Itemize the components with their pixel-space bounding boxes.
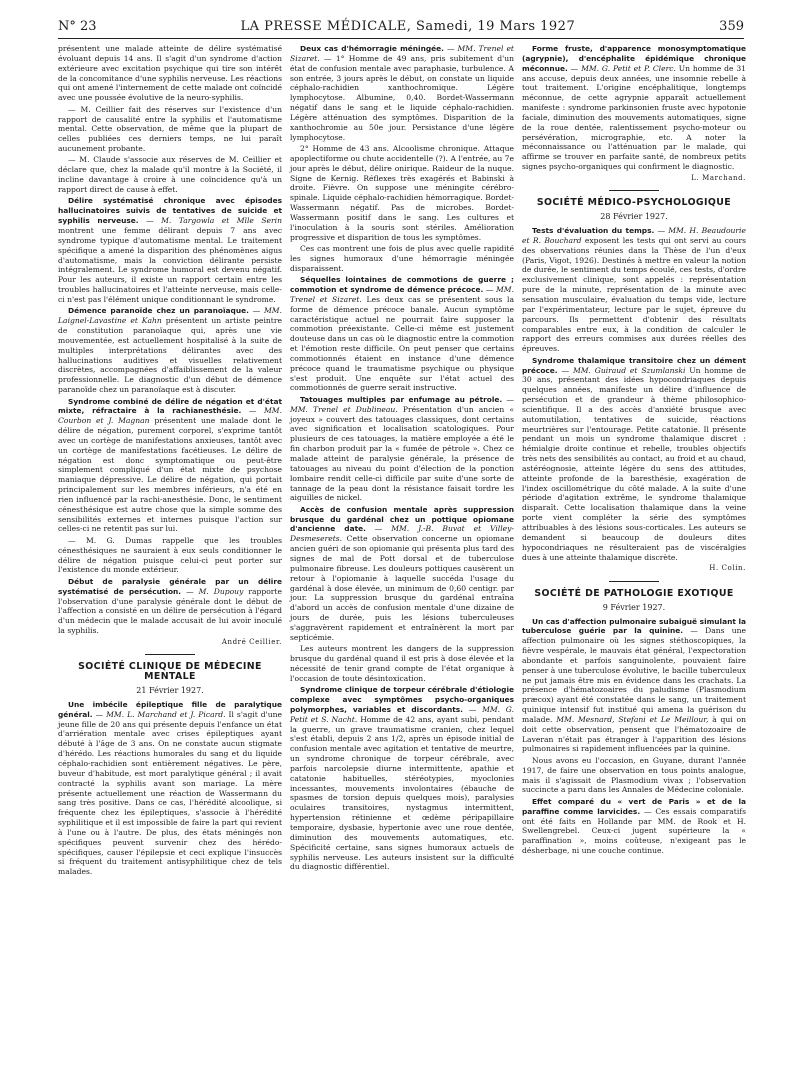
communication-text: Les deux cas se présentent sous la forme de démence précoce banale. Aucun symptôme caractéristique actuel ne pourrait faire supposer la commotion préexistante. Celle-ci même est justement douteuse dans un cas où le diagnostic entre la commotion et l'émotion reste difficile. On peut penser que certains commotionnés étaient en instance d'une démence précoce quand le traumatisme psychique ou physique s'est produit. Une enquête sur l'état actuel des commotionnés de guerre serait instructive. (290, 294, 515, 393)
communication-text: Un homme de 31 ans accuse, depuis deux années, une insomnie rebelle à tout traitement. L'origine encéphalitique, longtemps méconnue, de cette agrypnie apparaît actuellement manifeste : syndrome parkinsonien fruste avec hypotonie faciale, diminution des mouvements automatiques, signe de la roue dentée, ralentissement psycho-moteur ou persévération, micrographie, etc. A noter la méconnaissance ou l'atténuation par le malade, qui affirme se trouver en parfaite santé, de nombreux petits signes psycho-organiques qui confirment le diagnostic. (522, 63, 746, 172)
communication-text: exposent les tests qui ont servi au cours des observations réunies dans la Thèse de l'un d'eux (Paris, Vigot, 1926). Destinés à mettre en valeur la notion de durée, le sentiment du temps écoulé, ces tests, d'ordre exclusivement clinique, sont appelés : représentation pure de la minute, représentation de la minute avec sensation musculaire, évaluation du temps vide, lecture par l'expérimentateur, lecture par le sujet, épreuve du parcours. Ils permettent d'obtenir des résultats comparables entre eux, à la condition de calculer le rapport des erreurs commises aux durées réelles des épreuves. (522, 235, 746, 354)
communication-text: à qui on doit cette observation, pensent que l'hématozoaire de Laveran n'était pas étranger à l'apparition des lésions pulmonaires si rapidement influencées par la quinine. (522, 714, 746, 754)
communication-authors: MM. Mesnard, Stefani et Le Meillour, (556, 714, 709, 724)
communication (522, 44, 746, 172)
column-1 (58, 44, 282, 879)
communication (522, 226, 746, 354)
communication-authors: — MM. G. Petit et P. Clerc. (570, 63, 676, 73)
communication-title: Syndrome clinique de torpeur cérébrale d'étiologie complexe avec symptômes psycho-organiques polymorphes, variables et discordants. (290, 685, 514, 714)
section-divider (609, 581, 659, 582)
journal-title: LA PRESSE MÉDICALE, Samedi, 19 Mars 1927 (240, 19, 576, 34)
communication (290, 275, 514, 393)
communication-text: Homme de 42 ans, ayant subi, pendant la guerre, un grave traumatisme cranien, chez lequel s'est établi, depuis 2 ans 1/2, après un épisode initial de confusion mentale avec agitation et tentative de meurtre, un syndrome chronique de torpeur cérébrale, avec parfois narcolepsie diurne intermittente, apathie et catatonie habituelles, stéréotypies, myoclonies incessantes, mouvements involontaires (ébauche de spasmes de torsion depuis quelques mois), paralysies oculaires transitoires, nystagmus intermittent, hypertension rétinienne et œdème péripapillaire temporaire, dysbasie, hypertonie avec une roue dentée, diminution des mouvements automatiques, etc. Spécificité certaine, sans signes humoraux actuels de syphilis nerveuse. Les auteurs insistent sur la difficulté du diagnostic différentiel. (290, 714, 514, 872)
section-title: SOCIÉTÉ CLINIQUE DE MÉDECINE MENTALE (78, 661, 262, 683)
section-divider (145, 654, 195, 655)
communication (290, 395, 514, 503)
communication (290, 685, 514, 872)
communication (58, 700, 282, 877)
communication-title: Séquelles lointaines de commotions de guerre ; commotion et syndrome de démence précoce. (290, 275, 514, 295)
communication-title: Tatouages multiples par enfumage au pétrole. (300, 394, 503, 404)
communication-title: Un cas d'affection pulmonaire subaiguë simulant la tuberculose guérie par la quinine. (522, 616, 746, 636)
communication-text: — Ces essais comparatifs ont été faits en Hollande par MM. de Rook et H. Swellengrebel. Ceux-ci jugent supérieure la « paraffination », moins coûteuse, n'exigeant pas le désherbage, ni une couche continue. (522, 806, 746, 856)
communication (522, 617, 746, 755)
communication-authors: — MM. G. Petit et S. Nacht. (290, 704, 514, 724)
communication-title: Syndrome combiné de délire de négation et d'état mixte, réfractaire à la rachianesthésie. (58, 396, 282, 416)
communication-authors: — MM. H. Beaudourie et R. Bouchard (522, 226, 746, 245)
communication (58, 397, 282, 535)
communication-authors: — M. Dupouy (186, 586, 244, 596)
communication-text: rapporte l'observation d'une paralysie générale dont le début de l'affection a consisté en un délire de persécution à l'égard d'un médecin que le malade accusait de lui avoir inoculé la syphilis. (58, 586, 282, 636)
paragraph: — M. Claude s'associe aux réserves de M. Ceillier et déclare que, chez la malade qu'il montre à la Société, il incline davantage à croire à une coïncidence qu'à un rapport direct de cause à effet. (58, 155, 282, 194)
header-rule (58, 38, 744, 39)
communication-authors: — MM. Trenel et Sizaret. (290, 44, 514, 63)
communication-text: Présentation d'un ancien « joyeux » couvert des tatouages classiques, dont certains avec signification et localisation scatologiques. Pour plusieurs de ces tatouages, la matière employée a été le fin charbon produit par la « fumée de pétrole ». Chez ce malade atteint de paralysie générale, la présence de tatouages au niveau du point d'élection de la ponction lombaire rendit celle-ci difficile par suite d'une sorte de tannage de la peau dont la résistance faisait tordre les aiguilles de nickel. (290, 404, 515, 503)
section-date: 21 Février 1927. (136, 686, 204, 696)
communication (58, 196, 282, 304)
communication-text: montrent une femme délirant depuis 7 ans avec syndrome typique d'automatisme mental. Le traitement spécifique a amené la disparition des phénomènes aigus d'automatisme, mais la conviction délirante persiste intégralement. Le syndrome humoral est devenu négatif. Pour les auteurs, il existe un rapport certain entre les troubles hallucinatoires et l'atteinte nerveuse, mais celle-ci n'est pas l'élément unique conditionnant le syndrome. (58, 225, 282, 304)
column-2 (290, 44, 514, 874)
communication (522, 356, 746, 563)
page-header (58, 12, 744, 34)
section-title: SOCIÉTÉ MÉDICO-PSYCHOLOGIQUE (536, 197, 732, 209)
communication-title: Délire systématisé chronique avec épisodes hallucinatoires suivis de tentatives de suicide et syphilis nerveuse. (58, 196, 282, 226)
communication-authors: — MM. Trenel et Dublineau. (290, 394, 514, 414)
communication-text: — 1° Homme de 49 ans, pris subitement d'un état de confusion mentale avec paraphasie, turbulence. A son entrée, 3 jours après le début, on constate un liquide céphalo-rachidien xanthochromique. Légère lymphocytose. Albumine, 0,40. Bordet-Wassermann négatif dans le sang et le liquide céphalo-rachidien. Légère atténuation des symptômes. Disparition de la xanthochromie au 50e jour. Persistance d'une légère lymphocytose. (290, 53, 514, 142)
paragraph: 2° Homme de 43 ans. Alcoolisme chronique. Attaque apoplectiforme ou chute accidentelle (?). A l'entrée, au 7e jour après le début, délire onirique. Raideur de la nuque. Signe de Kernig. Réflexes très exagérés et Babinski à droite. Fièvre. On suppose une méningite cérébro-spinale. Liquide céphalo-rachidien hémorragique. Bordet-Wassermann négatif. Pas de microbes. Bordet-Wassermann positif dans le sang. Les cultures et l'inoculation à la souris sont stériles. Amélioration progressive et disparition de tous les symptômes. (290, 144, 514, 242)
communication-text: présentent une malade dont le délire de négation, purement corporel, s'exprime tantôt avec un cortège de manifestations anxieuses, tantôt avec un cortège de manifestations facétieuses. Le délire de négation est donc symptomatique ou peut-être simplement compliqué d'un état mixte de psychose maniaque dépressive. Le délire de négation, qui portait principalement sur les membres inférieurs, n'a été en rien influencé par la rachi-anesthésie. Donc, le sentiment cénesthésique est autre chose que la simple somme des sensibilités externes et internes puisque l'action sur celles-ci ne retentit pas sur lui. (58, 416, 282, 534)
communication-title: Tests d'évaluation du temps. (532, 226, 655, 236)
paragraph: Les auteurs montrent les dangers de la suppression brusque du gardénal quand il est pris à dose élevée et la nécessité de tenir grand compte de l'état organique à l'occasion de toute désintoxication. (290, 644, 514, 683)
section-date: 28 Février 1927. (600, 212, 668, 222)
communication-authors: — M. Targowla et Mlle Serin (146, 216, 282, 226)
communication (290, 505, 514, 643)
paragraph: — M. Ceillier fait des réserves sur l'existence d'un rapport de causalité entre la syphilis et l'automatisme mental. Cette observation, de même que la plupart de celles publiées ces derniers temps, ne lui paraît aucunement probante. (58, 104, 282, 154)
communication-text: présentent un artiste peintre de constitution paranoïaque qui, après une vie mouvementée, est actuellement hospitalisé à la suite de multiples interprétations délirantes avec des hallucinations auditives et visuelles relativement discrètes, accompagnées d'affaiblissement de la valeur professionnelle. Le diagnostic d'un début de démence paranoïde chez un paranoïaque est à discuter. (58, 316, 282, 395)
communication-text: Cette observation concerne un opiomane ancien guéri de son opiomanie qui présenta plus tard des signes de mal de Pott dorsal et de tuberculose pulmonaire fibreuse. Les douleurs pottiques causèrent un retour à l'opiomanie à laquelle succéda l'usage du gardénal à dose élevée, un minimum de 0,60 centigr. par jour. La suppression brusque du gardénal entraîna d'abord un accès de confusion mentale d'une dizaine de jours de durée, puis les lésions tuberculeuses s'aggravèrent rapidement et entraînèrent la mort par septicémie. (290, 534, 514, 642)
communication-title: Accès de confusion mentale après suppression brusque du gardénal chez un pottique opiomane d'ancienne date. (290, 504, 514, 534)
communication-title: Deux cas d'hémorragie méningée. (300, 44, 444, 53)
communication-authors: — MM. J.-B. Buvat et Villey-Desmeserets. (290, 524, 514, 544)
communication-authors: — MM. Guiraud et Szumlanski (561, 365, 686, 375)
signature: André Ceillier. (221, 637, 282, 646)
communication-text: Il s'agit d'une jeune fille de 20 ans qui présente depuis l'enfance un état d'arriération mentale avec crises épileptiques ayant débuté à l'âge de 3 ans. On ne constate aucun stigmate d'hérédo. Les réactions humorales du sang et du liquide céphalo-rachidien sont entièrement négatives. Le père, buveur d'habitude, est mort paralytique général ; il avait contracté la syphilis avant son mariage. La mère présente actuellement une réaction de Wassermann du sang très positive. Dans ce cas, l'hérédité alcoolique, si fréquente chez les épileptiques, s'associe à l'hérédité syphilitique et il est impossible de faire la part qui revient à l'une ou à l'autre. De plus, des états méningés non spécifiques peuvent survenir chez des hérédo-spécifiques, causer l'épilepsie et ceci explique l'insuccès si fréquent du traitement antisyphilitique chez de tels malades. (58, 709, 282, 877)
communication (290, 44, 514, 142)
communication-text: — Dans une affection pulmonaire où les signes stéthoscopiques, la fièvre vespérale, le mauvais état général, l'expectoration abondante et parfois sanguinolente, pouvaient faire penser à une tuberculose évolutive, le bacille tuberculeux ne put jamais être mis en évidence dans les crachats. La présence d'hématozoaires du paludisme (Plasmodium præcox) ayant été constatée dans le sang, un traitement quinique intensif fut institué qui amena la guérison du malade. (522, 626, 746, 724)
communication-authors: — MM. L. Marchand et J. Picard. (95, 709, 226, 719)
paragraph: Ces cas montrent une fois de plus avec quelle rapidité les signes humoraux d'une hémorragie méningée disparaissent. (290, 244, 514, 273)
page-number: 359 (719, 19, 744, 34)
issue-number: N° 23 (58, 19, 97, 34)
communication-authors: — MM. Courbon et J. Magnan (58, 406, 282, 426)
paragraph: Nous avons eu l'occasion, en Guyane, durant l'année 1917, de faire une observation en tous points analogue, mais il s'agissait de Plasmodium vivax ; l'observation succincte a paru dans les Annales de Médecine coloniale. (522, 755, 746, 795)
communication-title: Début de paralysie générale par un délire systématisé de persécution. (58, 576, 282, 596)
communication-text: Un homme de 30 ans, présentant des idées hypocondriaques depuis quelques années, manifeste un délire d'influence de persécution et de grandeur à thème philosophico-scientifique. Il a des accès d'anxiété brusque avec automutilation, tentatives de suicide, réactions meurtrières sur l'entourage. Petite catatonie. Il présente pendant un mois un syndrome thalamique discret : hémialgie droite continue et rebelle, troubles objectifs très nets des sensibilités au contact, au froid et au chaud, astéréognosie, atteinte légère du sens des attitudes, atteinte profonde de la baresthésie, exagération de l'index oscillométrique du côté malade. A la suite d'une période d'agitation extrême, le syndrome thalamique disparaît. Cette localisation thalamique dans la veine porte vient compléter la série des symptômes attribuables à des lésions sous-corticales. Les auteurs se demandent si beaucoup de douleurs dites hypocondriaques ne résulteraient pas de viscéralgies dues à une atteinte thalamique discrète. (522, 365, 747, 562)
communication-title: Effet comparé du « vert de Paris » et de la paraffine comme larvicides. (522, 796, 746, 816)
communication (58, 577, 282, 636)
signature: H. Colin. (709, 563, 746, 572)
signature: L. Marchand. (691, 173, 746, 182)
column-3 (522, 44, 746, 858)
paragraph: présentent une malade atteinte de délire systématisé évoluant depuis 14 ans. Il s'agit d'un syndrome d'action extérieure avec excitation psychique qui tire son intérêt de la concomitance d'une syphilis nerveuse. Les réactions qui ont amené l'internement de cette malade ont coïncidé avec une poussée évolutive de la neuro-syphilis. (58, 44, 282, 103)
communication (522, 797, 746, 856)
section-date: 9 Février 1927. (602, 602, 666, 612)
section-title: SOCIÉTÉ DE PATHOLOGIE EXOTIQUE (534, 587, 734, 599)
communication-title: Forme fruste, d'apparence monosymptomatique (agrypnie), d'encéphalite épidémique chronique méconnue. (522, 44, 746, 73)
communication (58, 306, 282, 395)
communication-title: Une imbécile épileptique fille de paralytique général. (58, 699, 282, 719)
section-divider (609, 190, 659, 191)
communication-title: Démence paranoïde chez un paranoïaque. (68, 306, 249, 316)
communication-title: Syndrome thalamique transitoire chez un dément précoce. (522, 355, 746, 375)
communication-authors: — MM. Laignel-Lavastine et Kahn (58, 306, 282, 326)
communication-authors: — MM. Trenel et Sizaret. (290, 285, 514, 304)
paragraph: — M. G. Dumas rappelle que les troubles cénesthésiques ne sauraient à eux seuls conditionner le délire de négation puisque celui-ci peut porter sur l'existence du monde extérieur. (58, 535, 282, 575)
